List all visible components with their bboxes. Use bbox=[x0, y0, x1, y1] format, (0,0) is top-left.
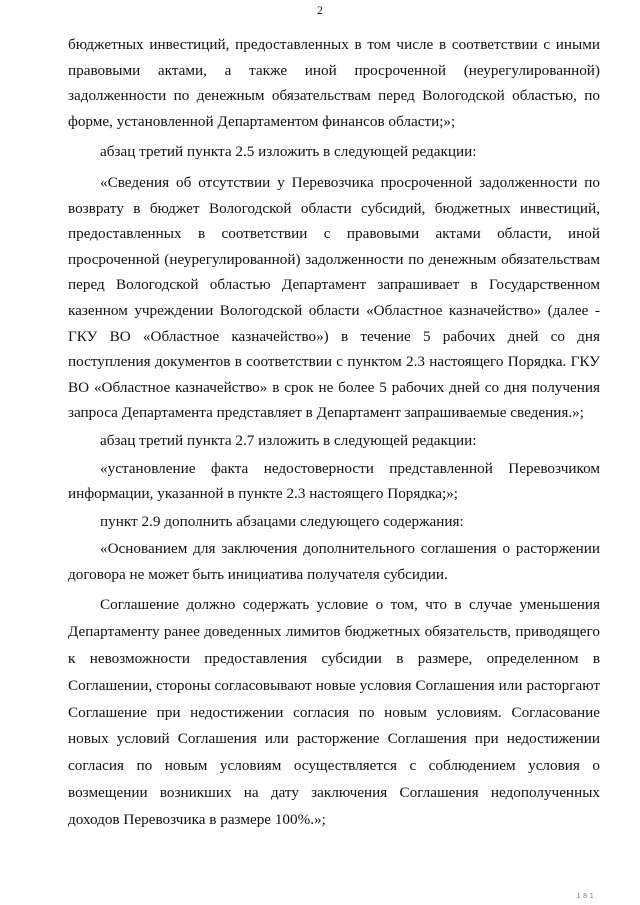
footer-mark: 1 8 1 bbox=[576, 892, 594, 900]
page-number: 2 bbox=[317, 3, 323, 17]
paragraph-quote-2-7: «установление факта недостоверности представленной Перевозчиком информации, указанной в пункте 2.3 настоящего Порядка;»; bbox=[68, 459, 600, 503]
paragraph-quote-2-9-b: Соглашение должно содержать условие о том, что в случае уменьшения Департаменту ранее доведенных лимитов бюджетных обязательств, приводящего к невозможности предоставления субсидии в размере, определенном в Соглашении, стороны согласовывают новые условия Соглашения или расторгают Соглашение при недостижении согласия по новым условиям. Согласование новых условий Соглашения или расторжение Соглашения при недостижении согласия по новым условиям осуществляется с соблюдением условия о возмещении возникших на дату заключения Соглашения недополученных доходов Перевозчика в размере 100%.»; bbox=[68, 596, 600, 828]
paragraph-quote-2-5: «Сведения об отсутствии у Перевозчика просроченной задолженности по возврату в бюджет Вологодской области субсидий, бюджетных инвестиций, предоставленных в соответствии с правовыми актами области, иной просроченной (неурегулированной) задолженности по денежным обязательствам перед Вологодской областью Департамент запрашивает в Государственном казенном учреждении Вологодской области «Областное казначейство» (далее - ГКУ ВО «Областное казначейство») в течение 5 рабочих дней со дня поступления документов в соответствии с пунктом 2.3 настоящего Порядка. ГКУ ВО «Областное казначейство» в срок не более 5 рабочих дней со дня получения запроса Департамента представляет в Департамент запрашиваемые сведения.»; bbox=[68, 173, 600, 422]
paragraph-quote-2-9-a: «Основанием для заключения дополнительного соглашения о расторжении договора не может быть инициатива получателя субсидии. bbox=[68, 540, 600, 583]
paragraph-continuation: бюджетных инвестиций, предоставленных в том числе в соответствии с иными правовыми актами, а также иной просроченной (неурегулированной) задолженности по денежным обязательствам перед Вологодской областью, по форме, установленной Департаментом финансов области;»; bbox=[68, 36, 600, 130]
document-body bbox=[68, 32, 600, 834]
paragraph-instruction-2-7: абзац третий пункта 2.7 изложить в следующей редакции: bbox=[100, 431, 477, 449]
paragraph-instruction-2-5: абзац третий пункта 2.5 изложить в следующей редакции: bbox=[100, 143, 477, 161]
paragraph-instruction-2-9: пункт 2.9 дополнить абзацами следующего содержания: bbox=[100, 512, 464, 530]
